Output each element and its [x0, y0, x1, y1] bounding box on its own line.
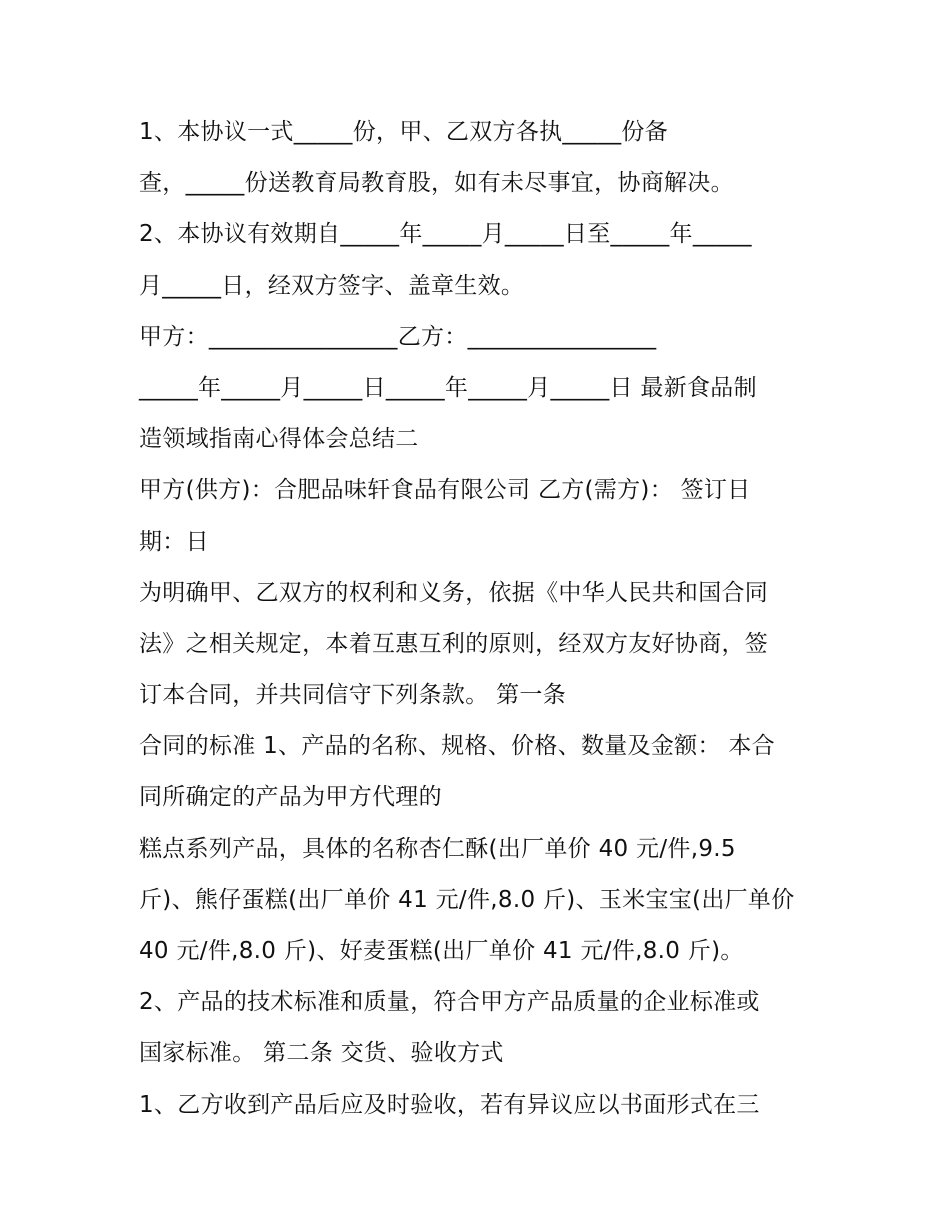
- text-line: 合同的标准 1、产品的名称、规格、价格、数量及金额： 本合: [139, 733, 775, 760]
- date-line: _____年_____月_____日_____年_____月_____日 最新食品制: [139, 374, 757, 401]
- text-line: 订本合同，并共同信守下列条款。 第一条: [139, 682, 567, 709]
- text-line: 月_____日，经双方签字、盖章生效。: [139, 272, 525, 299]
- text-line: 查，_____份送教育局教育股，如有未尽事宜，协商解决。: [139, 170, 734, 197]
- text-line: 期：日: [139, 528, 209, 555]
- text-line: 为明确甲、乙双方的权利和义务，依据《中华人民共和国合同: [139, 579, 769, 606]
- section-title: 造领域指南心得体会总结二: [139, 426, 419, 453]
- text-line: 斤)、熊仔蛋糕(出厂单价 41 元/件,8.0 斤)、玉米宝宝(出厂单价: [139, 886, 795, 913]
- document-body: [139, 107, 819, 1131]
- text-line: 2、本协议有效期自_____年_____月_____日至_____年_____: [139, 221, 752, 248]
- text-line: 1、乙方收到产品后应及时验收，若有异议应以书面形式在三: [139, 1091, 760, 1118]
- text-line: 1、本协议一式_____份，甲、乙双方各执_____份备: [139, 119, 669, 145]
- parties-line: 甲方(供方)：合肥品味轩食品有限公司 乙方(需方)： 签订日: [139, 477, 751, 504]
- text-line: 同所确定的产品为甲方代理的: [139, 784, 442, 811]
- text-line: 40 元/件,8.0 斤)、好麦蛋糕(出厂单价 41 元/件,8.0 斤)。: [139, 938, 744, 964]
- text-line: 2、产品的技术标准和质量，符合甲方产品质量的企业标准或: [139, 989, 760, 1016]
- text-line: 国家标准。 第二条 交货、验收方式: [139, 1040, 504, 1067]
- signature-line: 甲方：________________乙方：________________: [139, 323, 657, 350]
- text-line: 法》之相关规定，本着互惠互利的原则，经双方友好协商，签: [139, 630, 769, 657]
- text-line: 糕点系列产品，具体的名称杏仁酥(出厂单价 40 元/件,9.5: [139, 835, 736, 862]
